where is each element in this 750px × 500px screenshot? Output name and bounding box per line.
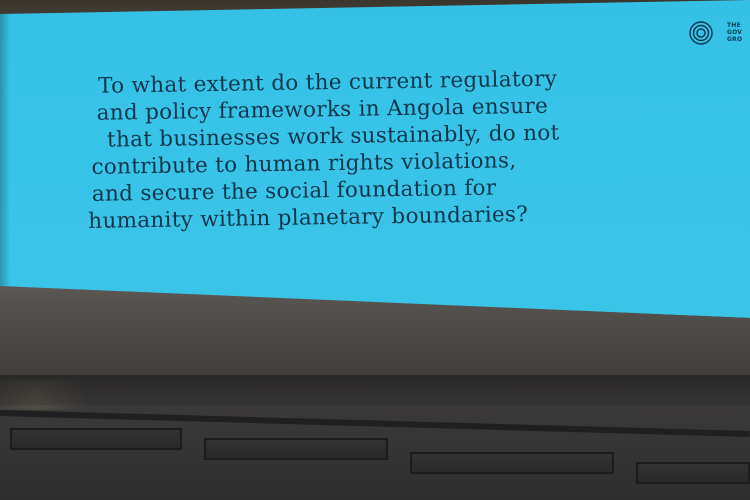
slide-edge-shadow: [0, 14, 10, 287]
slide-question: [84, 63, 716, 235]
logo-line: THE: [727, 22, 741, 29]
question-line: and policy frameworks in Angola ensure: [96, 93, 549, 126]
wall-panel: [204, 438, 388, 460]
concentric-circles-logo-icon: [688, 20, 714, 46]
wall-panel: [410, 452, 614, 474]
wall-panel: [10, 428, 182, 450]
logo-line: GRO: [727, 36, 743, 43]
question-line: To what extent do the current regulatory: [98, 66, 558, 99]
logo-wordmark: [727, 22, 742, 43]
question-line: humanity within planetary boundaries?: [88, 202, 529, 234]
logo-line: GOV: [727, 29, 743, 36]
question-line: and secure the social foundation for: [91, 175, 497, 207]
wall-shadow-band: [0, 375, 750, 405]
wall-panel: [636, 462, 750, 484]
question-line: contribute to human rights violations,: [91, 148, 517, 180]
question-line: that businesses work sustainably, do not: [106, 120, 560, 153]
